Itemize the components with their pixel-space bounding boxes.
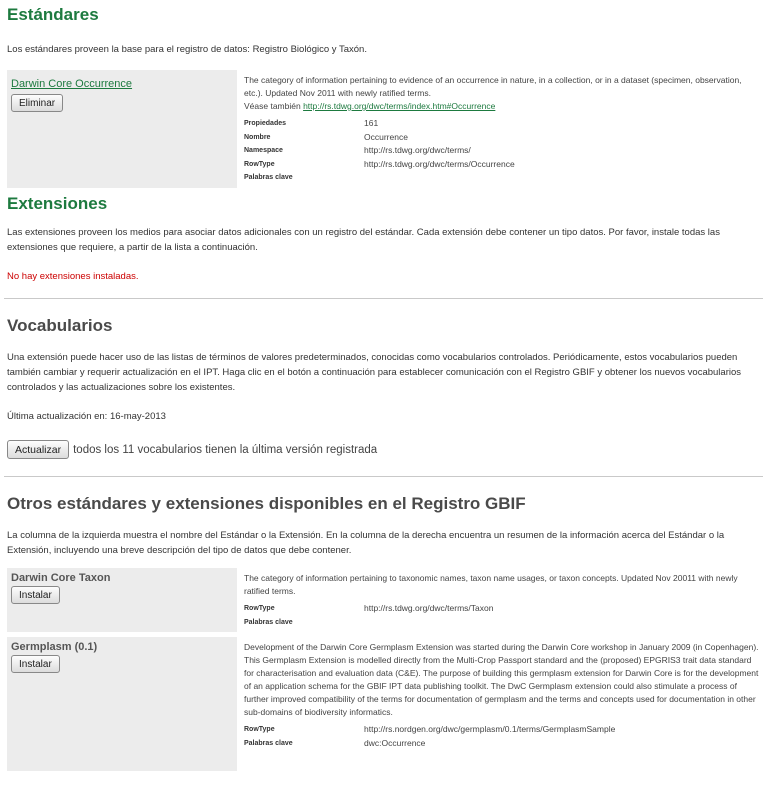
standard-name-link[interactable]: Darwin Core Occurrence <box>11 78 133 90</box>
standard-item-right <box>237 70 763 188</box>
prop-row: Palabras clave dwc:Occurrence <box>244 737 426 748</box>
update-button[interactable]: Actualizar <box>7 440 69 459</box>
standards-title: Estándares <box>7 5 99 24</box>
others-title: Otros estándares y extensiones disponibles en el Registro GBIF <box>7 494 526 513</box>
available-item-description: Development of the Darwin Core Germplasm Extension was started during the Darwin Core workshop in January 2009 (in Copenhagen). This Germplasm Extension is modelled directly from the Multi-Crop Passport standard and the (proposed) EPGRIS3 trait data standard for characterisation and evaluation data (C&E). The purpose of building this germplasm extension for Darwin Core is for the development of an application schema for the GBIF IPT data publishing toolkit. The DwC Germplasm extension could also stimulate a process of further improved compatibility of the terms for documentation of germplasm and the terms and concepts used for documentation in other sub-domains of biodiversity informatics. <box>244 642 759 717</box>
available-item-description: The category of information pertaining to taxonomic names, taxon name usages, or taxon concepts. Updated Nov 20011 with newly ratified terms. <box>244 573 738 596</box>
prop-row: Palabras clave <box>244 618 293 626</box>
available-item-left <box>7 568 237 632</box>
last-update: Última actualización en: 16-may-2013 <box>7 411 166 422</box>
available-item-right <box>237 637 763 771</box>
standard-description: The category of information pertaining to evidence of an occurrence in nature, in a collection, or in a dataset (specimen, observation, etc.). Updated Nov 2011 with newly ratified terms. Véase también http://rs.tdwg.org/dwc/terms/index.htm#Occurrence <box>244 75 742 111</box>
extensions-title: Extensiones <box>7 194 108 213</box>
standard-props <box>244 117 759 185</box>
vocabulary-update-row <box>7 440 763 459</box>
install-button[interactable]: Instalar <box>11 586 60 604</box>
standards-intro: Los estándares proveen la base para el registro de datos: Registro Biológico y Taxón. <box>7 44 367 55</box>
divider <box>4 476 763 477</box>
divider <box>4 298 763 299</box>
available-item-taxon <box>7 568 763 632</box>
vocabulary-status: todos los 11 vocabularios tienen la última versión registrada <box>73 443 378 456</box>
standard-item-left <box>7 70 237 188</box>
vocabularies-intro: Una extensión puede hacer uso de las listas de términos de valores predeterminados, conocidas como vocabularios controlados. Periódicamente, estos vocabularios pueden también cambiar y requerir actualización en el IPT. Haga clic en el botón a continuación para establecer comunicación con el Registro GBIF y obtener los nuevos vocabularios controlados y las actualizaciones sobre los existentes. <box>7 352 742 393</box>
prop-row: Nombre Occurrence <box>244 131 408 142</box>
available-item-right <box>237 568 763 632</box>
available-item-props <box>244 723 759 750</box>
prop-row: Palabras clave <box>244 174 293 181</box>
vocabularies-title: Vocabularios <box>7 316 113 335</box>
prop-row: Namespace http://rs.tdwg.org/dwc/terms/ <box>244 145 471 155</box>
available-item-germplasm <box>7 637 763 771</box>
prop-row: RowType http://rs.tdwg.org/dwc/terms/Occurrence <box>244 158 515 169</box>
extensions-intro: Las extensiones proveen los medios para asociar datos adicionales con un registro del estándar. Cada extensión debe contener un tipo datos. Por favor, instale todas las extensiones que requiere, a partir de la lista a continuación. <box>7 227 720 253</box>
prop-row: Propiedades 161 <box>244 118 379 128</box>
prop-row: RowType http://rs.tdwg.org/dwc/terms/Taxon <box>244 603 494 613</box>
available-item-props <box>244 602 759 629</box>
remove-button[interactable]: Eliminar <box>11 94 63 112</box>
see-also-link[interactable]: http://rs.tdwg.org/dwc/terms/index.htm#Occurrence <box>303 101 496 111</box>
available-item-name: Germplasm (0.1) <box>11 641 98 653</box>
no-extensions-message: No hay extensiones instaladas. <box>7 271 139 282</box>
prop-row: RowType http://rs.nordgen.org/dwc/germplasm/0.1/terms/GermplasmSample <box>244 724 616 734</box>
standard-item-occurrence <box>7 70 763 188</box>
available-item-name: Darwin Core Taxon <box>11 572 111 584</box>
install-button[interactable]: Instalar <box>11 655 60 673</box>
others-intro: La columna de la izquierda muestra el nombre del Estándar o la Extensión. En la columna de la derecha encuentra un resumen de la información acerca del Estándar o la Extensión, incluyendo una breve descripción del tipo de datos que debe contener. <box>7 530 725 556</box>
available-item-left <box>7 637 237 771</box>
